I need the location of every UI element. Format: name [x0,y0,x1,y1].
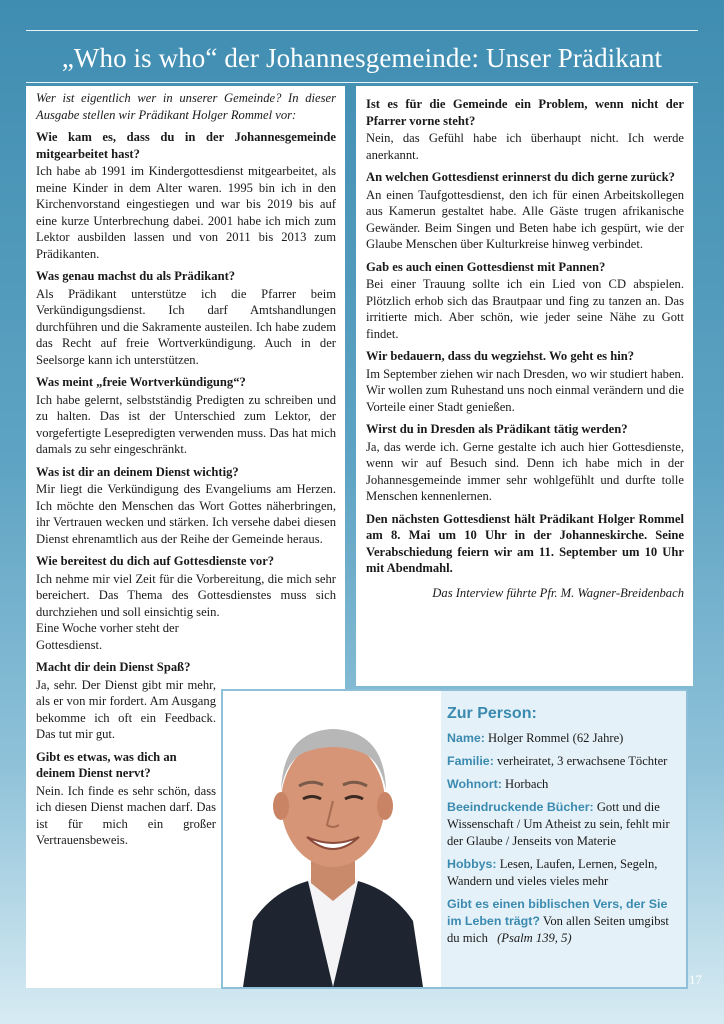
answer: Ja, das werde ich. Gerne gestalte ich auch hier Gottesdienste, wenn wir auf Besuch sind. Denn ich habe mich in der Johannesgemeinde immer sehr wohlgefühlt und durfte tolle Menschen kennenlernen. [366,439,684,503]
field-family [447,753,683,770]
answer: Im September ziehen wir nach Dresden, wo wir studiert haben. Wir wollen zum Ruhestand uns noch einmal verändern und die Vorteile einer Stadt genießen. [366,366,684,414]
interview-signoff: Das Interview führte Pfr. M. Wagner-Breidenbach [432,585,684,600]
question: Wirst du in Dresden als Prädikant tätig werden? [366,422,628,436]
person-details [447,705,683,953]
closing-announcement: Den nächsten Gottesdienst hält Prädikant Holger Rommel am 8. Mai um 10 Uhr in der Johanneskirche. Seine Verabschiedung feiern wir am 11. September um 10 Uhr mit Abendmahl. [366,511,684,575]
question: Was meint „freie Wortverkündigung“? [36,375,246,389]
answer: Nein, das Gefühl habe ich überhaupt nicht. Ich werde anerkannt. [366,131,684,162]
verse-reference: (Psalm 139, 5) [497,931,572,945]
answer: Ja, sehr. Der Dienst gibt mir mehr, als er von mir fordert. Am Ausgang bekomme ich oft ein Feedback. Das tut mir gut. [36,677,216,741]
answer: An einen Taufgottesdienst, den ich für einen Arbeitskollegen aus Kamerun gestaltet habe. Alle Gäste trugen afrikanische Gewänder. Beim Singen und Beten habe ich gespürt, wie der Glaube Menschen über Kulturkreise hinweg verbindet. [366,187,684,251]
field-label: Gibt es einen biblischen Vers, der Sie im Leben trägt? [447,897,668,928]
question: Gab es auch einen Gottesdienst mit Pannen? [366,259,606,274]
answer: Ich habe ab 1991 im Kindergottesdienst mitgearbeitet, als meine Kinder in dem Alter waren. 1995 bin ich in den Kirchenvorstand eingestiegen und war bis 2019 bis auf eine kurze Unterbrechung dabei. 2001 habe ich mich zum Lektor ausbilden lassen und von 2011 bis 2013 zum Prädikanten. [36,164,336,261]
field-label: Familie: [447,754,494,768]
field-value: verheiratet, 3 erwachsene Töchter [496,754,668,768]
field-value: Holger Rommel (62 Jahre) [488,731,624,745]
field-value: Lesen, Laufen, Lernen, Segeln, Wandern und vieles vieles mehr [447,857,658,888]
field-value: Gott und die Wissenschaft / Um Atheist zu sein, fehlt mir der Glaube / Jenseits von Materie [447,800,670,848]
question: Wir bedauern, dass du wegziehst. Wo geht es hin? [366,349,635,363]
field-hobbies [447,856,683,890]
field-label: Name: [447,731,485,745]
title-rule-top [26,30,698,31]
intro-text: Wer ist eigentlich wer in unserer Gemeinde? In dieser Ausgabe stellen wir Prädikant Holger Rommel vor: [36,91,336,122]
answer: Als Prädikant unterstütze ich die Pfarrer beim Verkündigungsdienst. Ich darf Amtshandlungen durchführen und die Sakramente austeilen. Ich habe zudem das Recht auf freie Wortverkündigung. Auch in der Seelsorge kann ich unterstützen. [36,286,336,367]
person-info-box [221,689,688,989]
answer-continued: Eine Woche vorher steht der Gottesdienst. [36,621,179,652]
question: Macht dir dein Dienst Spaß? [36,660,191,674]
field-value: Horbach [504,777,549,791]
field-label: Wohnort: [447,777,502,791]
field-bible-verse [447,896,683,947]
answer: Nein. Ich finde es sehr schön, dass ich diesen Dienst machen darf. Das ist für mich ein großer Vertrauensbeweis. [36,783,216,847]
title-rule-bottom [26,82,698,83]
person-heading: Zur Person: [447,705,537,722]
question: Gibt es etwas, was dich an deinem Dienst nervt? [36,749,177,780]
question: Was genau machst du als Prädikant? [36,269,236,283]
field-name [447,730,683,747]
question: Wie kam es, dass du in der Johannesgemeinde mitgearbeitet hast? [36,130,336,161]
page-number: 17 [689,972,702,987]
field-books [447,799,683,850]
interview-column-right [356,86,693,686]
question: Was ist dir an deinem Dienst wichtig? [36,464,239,479]
field-label: Hobbys: [447,857,497,871]
field-label: Beeindruckende Bücher: [447,800,594,814]
field-value: Von allen Seiten umgibst du mich [447,914,669,945]
page-title: „Who is who“ der Johannesgemeinde: Unser Prädikant [61,43,663,73]
portrait-photo [223,691,441,987]
question: Wie bereitest du dich auf Gottesdienste vor? [36,554,275,568]
answer: Mir liegt die Verkündigung des Evangeliums am Herzen. Ich möchte den Menschen das Wort Gottes näherbringen, ihr Vertrauen wecken und stärken. Ich versehe dabei diesen Dienst ehrenamtlich aus der Reihe der Gemeinde heraus. [36,482,336,546]
question: Ist es für die Gemeinde ein Problem, wenn nicht der Pfarrer vorne steht? [366,97,684,128]
field-residence [447,776,683,793]
answer: Ich nehme mir viel Zeit für die Vorbereitung, die mich sehr bereichert. Das Thema des Gottesdienstes muss sich durchziehen und soll einsichtig sein. [36,571,336,619]
answer: Bei einer Trauung sollte ich ein Lied von CD abspielen. Plötzlich erhob sich das Brautpaar und fing zu tanzen an. Das irritierte mich. Aber schön, wie jeder seine Nähe zu Gott findet. [366,277,684,341]
answer: Ich habe gelernt, selbstständig Predigten zu schreiben und zu halten. Das ist der Unterschied zum Lektor, der vorgefertigte Lesepredigten verwenden muss. Das hat mich damals zu sehr eingeschränkt. [36,392,336,456]
question: An welchen Gottesdienst erinnerst du dich gerne zurück? [366,170,675,184]
